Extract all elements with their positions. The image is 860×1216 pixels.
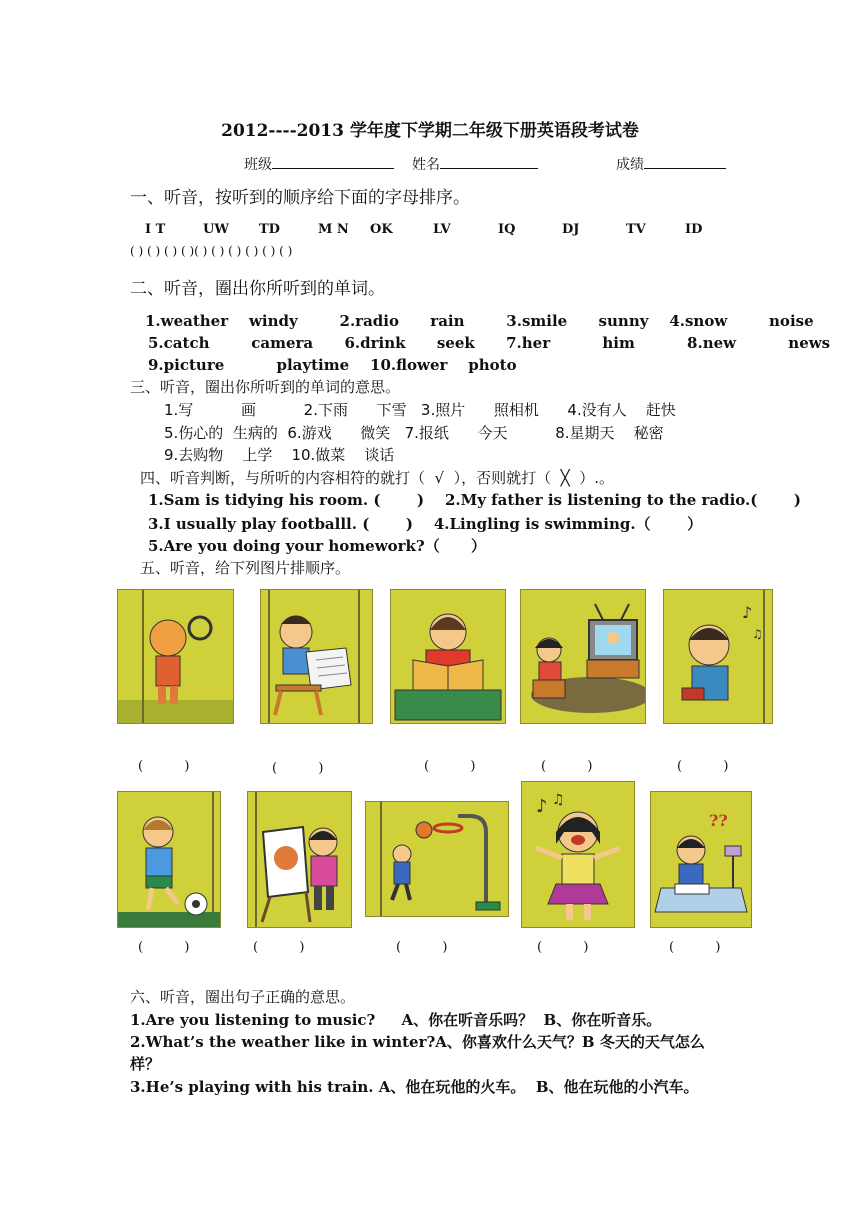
section-3-heading: 三、听音，圈出你所听到的单词的意思。	[130, 378, 401, 396]
score-label: 成绩	[616, 157, 644, 173]
girl-playing-football-picture	[117, 791, 221, 928]
order-blank: ( )	[253, 940, 305, 955]
name-label: 姓名	[412, 157, 440, 173]
order-blank: ( )	[138, 940, 190, 955]
class-blank	[272, 154, 394, 169]
letter-pair: I T	[145, 222, 166, 237]
letter-pair: TD	[259, 222, 280, 237]
girl-singing-picture	[521, 781, 635, 928]
letter-pair: UW	[203, 222, 229, 237]
boy-reading-newspaper-picture	[260, 589, 373, 724]
judge-row-2: 3.I usually play footballl. ( ) 4.Lingling is swimming.（ ）	[148, 515, 703, 533]
girl-watching-tv-picture	[520, 589, 646, 724]
name-field	[412, 154, 538, 174]
page-title: 2012----2013 学年度下学期二年级下册英语段考试卷	[221, 121, 639, 141]
letter-pair: ID	[685, 222, 703, 237]
letter-pair: OK	[370, 222, 393, 237]
meaning-row-1: 1.写 画 2.下雨 下雪 3.照片 照相机 4.没有人 赶快	[164, 401, 676, 419]
svg-text:♪: ♪	[536, 796, 548, 817]
order-blank: ( )	[541, 759, 593, 774]
svg-text:♪: ♪	[742, 603, 753, 622]
order-blank: ( )	[677, 759, 729, 774]
judge-row-1: 1.Sam is tidying his room. ( ) 2.My father is listening to the radio.( )	[148, 491, 802, 509]
section-6-heading: 六、听音，圈出句子正确的意思。	[130, 988, 356, 1006]
order-blank: ( )	[537, 940, 589, 955]
letter-pair: DJ	[562, 222, 580, 237]
order-blank: ( )	[138, 759, 190, 774]
order-blank: ( )	[272, 761, 324, 776]
question-2: 2.What’s the weather like in winter?A、你喜欢什么天气？B 冬天的天气怎么	[130, 1033, 705, 1051]
svg-text:??: ??	[709, 811, 728, 830]
score-blank	[644, 154, 726, 169]
word-row-2: 5.catch camera 6.drink seek 7.her him 8.new news	[148, 334, 831, 352]
boy-doing-homework-picture	[650, 791, 752, 928]
order-blank: ( )	[396, 940, 448, 955]
word-row-1: 1.weather windy 2.radio rain 3.smile sunny 4.snow noise	[145, 312, 814, 330]
boy-playing-tambourine-picture	[117, 589, 234, 724]
name-blank	[440, 154, 538, 169]
section-2-heading: 二、听音，圈出你所听到的单词。	[130, 279, 385, 299]
section-5-heading: 五、听音，给下列图片排顺序。	[140, 559, 351, 577]
score-field	[616, 154, 726, 174]
letter-pair: TV	[626, 222, 646, 237]
svg-text:♫: ♫	[552, 792, 565, 808]
boy-playing-basketball-picture	[365, 801, 509, 917]
child-painting-picture	[247, 791, 352, 928]
class-field	[244, 154, 394, 174]
boy-reading-book-picture	[390, 589, 506, 724]
meaning-row-2: 5.伤心的 生病的 6.游戏 微笑 7.报纸 今天 8.星期天 秘密	[164, 424, 664, 442]
class-label: 班级	[244, 157, 272, 173]
question-1: 1.Are you listening to music? A、你在听音乐吗？ B、你在听音乐。	[130, 1011, 662, 1029]
letter-pair: IQ	[498, 222, 516, 237]
order-blank: ( )	[669, 940, 721, 955]
question-2-continued: 样？	[130, 1055, 161, 1073]
boy-listening-music-picture	[663, 589, 773, 724]
word-row-3: 9.picture playtime 10.flower photo	[148, 356, 517, 374]
letter-pair: M N	[318, 222, 349, 237]
meaning-row-3: 9.去购物 上学 10.做菜 谈话	[164, 446, 395, 464]
question-3: 3.He’s playing with his train. A、他在玩他的火车。 B、他在玩他的小汽车。	[130, 1078, 699, 1096]
letter-pair: LV	[433, 222, 451, 237]
answer-parentheses-row: ( ) ( ) ( ) ( )( ) ( ) ( ) ( ) ( ) ( )	[130, 244, 293, 258]
svg-text:♫: ♫	[752, 627, 763, 641]
order-blank: ( )	[424, 759, 476, 774]
section-4-heading: 四、听音判断，与所听的内容相符的就打（ √ ），否则就打（ ╳ ）.。	[140, 469, 615, 487]
section-1-heading: 一、听音，按听到的顺序给下面的字母排序。	[130, 188, 470, 208]
judge-row-3: 5.Are you doing your homework?（ ）	[148, 537, 487, 555]
